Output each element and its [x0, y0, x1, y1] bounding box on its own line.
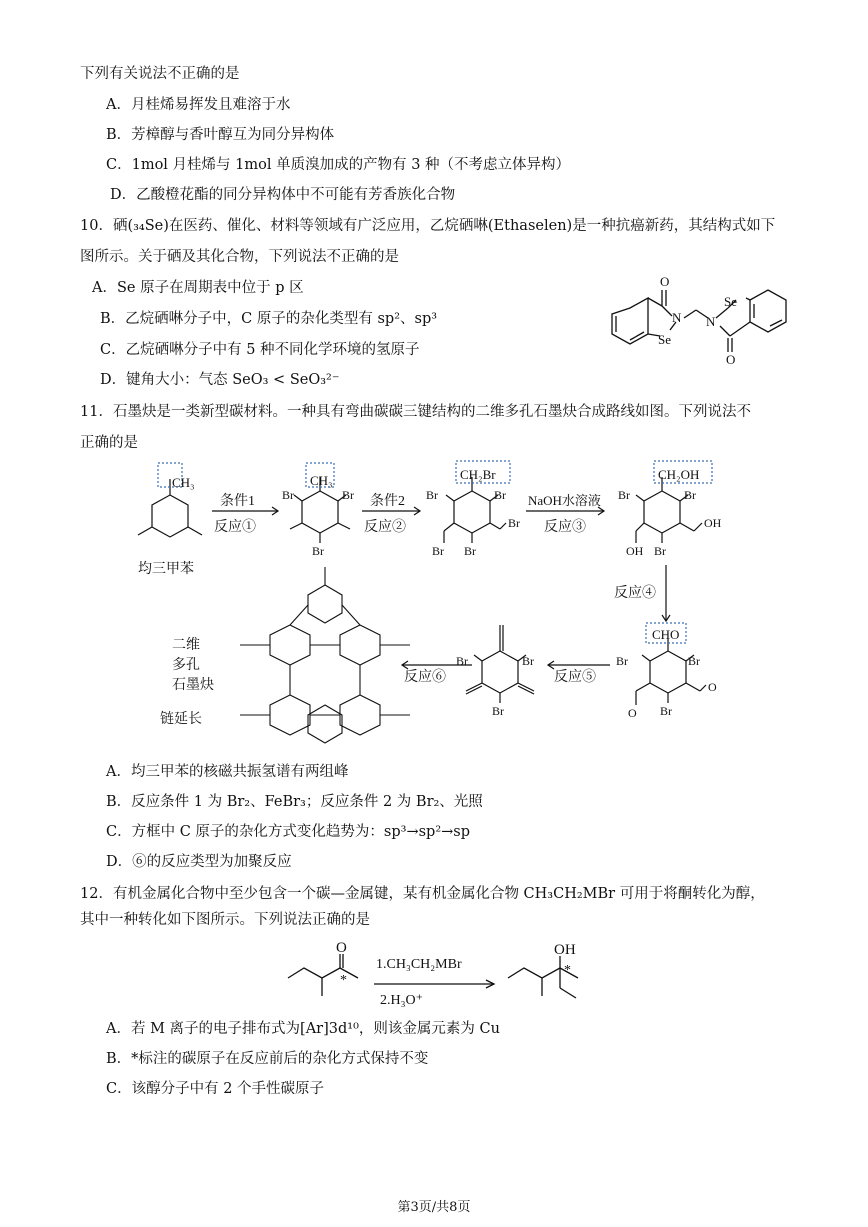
hbm-br-bottom: Br: [464, 544, 476, 558]
tbm-br-bottom: Br: [312, 544, 324, 558]
q10-option-b: B．乙烷硒啉分子中，C 原子的杂化类型有 sp²、sp³: [100, 311, 438, 327]
tbm-br-right: Br: [342, 488, 354, 502]
ketone-o: O: [336, 940, 347, 956]
cond2: 条件2: [370, 494, 405, 509]
react2: 反应②: [364, 520, 406, 535]
ethaselen-se-right: Se: [724, 294, 737, 309]
ethaselen-n-right: N: [706, 314, 716, 329]
page-footer: 第3页/共8页: [397, 1200, 471, 1215]
q9-stem: 下列有关说法不正确的是: [80, 66, 240, 82]
q11-stem-line2: 正确的是: [80, 435, 138, 451]
ethaselen-n-left: N: [672, 310, 682, 325]
mesitylene-ch3: CH₃: [172, 475, 195, 490]
hbm-br-ch2-right: Br: [508, 516, 520, 530]
triol-br-left: Br: [618, 488, 630, 502]
q12-option-b: B．*标注的碳原子在反应前后的杂化方式保持不变: [106, 1051, 429, 1067]
tri-aldehyde-o-left: O: [628, 706, 637, 720]
q11-option-c: C．方框中 C 原子的杂化方式变化趋势为：sp³→sp²→sp: [106, 824, 470, 840]
q10-stem-line1: 10．硒(₃₄Se)在医药、催化、材料等领域有广泛应用，乙烷硒啉(Ethaselen)是一种抗癌新药，其结构式如下: [80, 218, 776, 234]
mesitylene-name: 均三甲苯: [138, 562, 194, 577]
react3: 反应③: [544, 520, 586, 535]
q9-option-c: C．1mol 月桂烯与 1mol 单质溴加成的产物有 3 种（不考虑立体异构）: [106, 157, 571, 173]
hbm-ch2br: CH₂Br: [460, 467, 496, 482]
product-label-1: 二维: [172, 638, 200, 653]
q10-option-d: D．键角大小：气态 SeO₃ < SeO₃²⁻: [100, 372, 340, 388]
q11-stem-line1: 11．石墨炔是一类新型碳材料。一种具有弯曲碳碳三键结构的二维多孔石墨炔合成路线如图。下列说法不: [80, 404, 751, 420]
q9-option-d: D．乙酸橙花酯的同分异构体中不可能有芳香族化合物: [110, 187, 456, 203]
tri-aldehyde-o-right: O: [708, 680, 717, 694]
tbm-ch3: CH₃: [310, 473, 333, 488]
hbm-br-ch2-left: Br: [432, 544, 444, 558]
q9-option-b: B．芳樟醇与香叶醇互为同分异构体: [106, 127, 335, 143]
cond3: NaOH水溶液: [528, 493, 601, 508]
ethaselen-o-right: O: [726, 352, 736, 367]
q10-stem-line2: 图所示。关于硒及其化合物，下列说法不正确的是: [80, 249, 399, 265]
chain-extension: 链延长: [160, 712, 202, 727]
q11-option-d: D．⑥的反应类型为加聚反应: [106, 854, 292, 870]
graphdiyne-scheme: [120, 455, 800, 755]
ketone-star: *: [340, 973, 347, 988]
triol-br-bottom: Br: [654, 544, 666, 558]
triol-ch2oh: CH₂OH: [658, 467, 700, 482]
triol-oh-left: OH: [626, 544, 644, 558]
q10-option-c: C．乙烷硒啉分子中有 5 种不同化学环境的氢原子: [100, 342, 420, 358]
react4: 反应④: [614, 586, 656, 601]
react5: 反应⑤: [554, 670, 596, 685]
reagent-2: 2.H₃O⁺: [380, 993, 423, 1008]
ethaselen-se-left: Se: [658, 332, 671, 347]
q11-option-a: A．均三甲苯的核磁共振氢谱有两组峰: [106, 764, 349, 780]
alkyne-br-right: Br: [522, 654, 534, 668]
q9-option-a: A．月桂烯易挥发且难溶于水: [106, 97, 291, 113]
hbm-br-right: Br: [494, 488, 506, 502]
product-label-2: 多孔: [172, 658, 200, 673]
alcohol-oh: OH: [554, 942, 576, 958]
tbm-br-left: Br: [282, 488, 294, 502]
react6: 反应⑥: [404, 670, 446, 685]
alkyne-br-left: Br: [456, 654, 468, 668]
cond1: 条件1: [220, 494, 255, 509]
react1: 反应①: [214, 520, 256, 535]
hbm-br-left: Br: [426, 488, 438, 502]
product-label-3: 石墨炔: [172, 678, 214, 693]
triol-oh-right: OH: [704, 516, 722, 530]
triol-br-right: Br: [684, 488, 696, 502]
q10-option-a: A．Se 原子在周期表中位于 p 区: [92, 280, 304, 296]
ethaselen-o-left: O: [660, 274, 670, 289]
alkyne-br-bottom: Br: [492, 704, 504, 718]
q12-stem-line1: 12．有机金属化合物中至少包含一个碳—金属键，某有机金属化合物 CH₃CH₂MBr 可用于将酮转化为醇，: [80, 886, 765, 902]
tri-aldehyde-cho: CHO: [652, 627, 680, 642]
q12-option-a: A．若 M 离子的电子排布式为[Ar]3d¹⁰，则该金属元素为 Cu: [106, 1021, 500, 1037]
tri-aldehyde-br-left: Br: [616, 654, 628, 668]
ketone-to-alcohol-scheme: [284, 938, 624, 1018]
tri-aldehyde-br-bottom: Br: [660, 704, 672, 718]
q12-option-c: C．该醇分子中有 2 个手性碳原子: [106, 1081, 325, 1097]
q11-option-b: B．反应条件 1 为 Br₂、FeBr₃；反应条件 2 为 Br₂、光照: [106, 794, 483, 810]
q12-stem-line2: 其中一种转化如下图所示。下列说法正确的是: [80, 912, 370, 928]
alcohol-star: *: [564, 963, 571, 978]
ethaselen-structure: [600, 270, 800, 370]
tri-aldehyde-br-right: Br: [688, 654, 700, 668]
reagent-1: 1.CH₃CH₂MBr: [376, 957, 462, 972]
